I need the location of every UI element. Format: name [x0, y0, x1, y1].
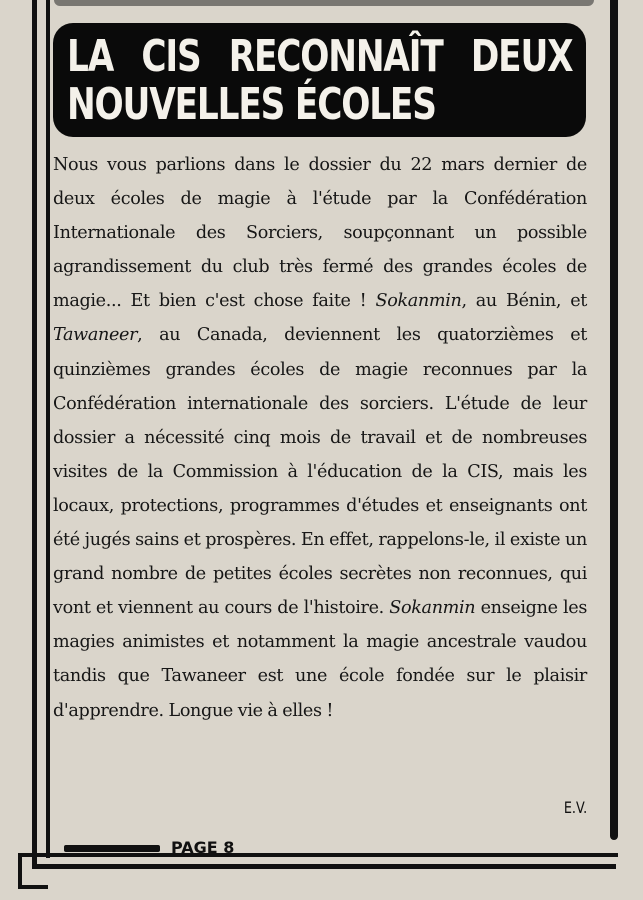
article-text: , au Canada, deviennent les quatorzièmes et quinzièmes grandes écoles de magie reconnues par la Confédération internationale des sorciers. L'étude de leur dossier a nécessité cinq mois de travail et de nombreuses visites de la Commission à l'éducation de la CIS, mais les locaux, protections, programmes d'études et enseignants ont été jugés sains et prospères. En effet, rappelons-le, il existe un grand nombre de petites écoles secrètes non reconnues, qui vont et viennent au cours de l'histoire.	[53, 325, 587, 619]
top-frame-edge	[54, 0, 594, 6]
right-frame-line	[610, 0, 618, 840]
page-number: PAGE 8	[171, 838, 235, 857]
headline: LA CIS RECONNAÎT DEUX NOUVELLES ÉCOLES	[67, 31, 573, 130]
bottom-frame-outer-line	[32, 864, 616, 869]
corner-ornament	[18, 853, 50, 857]
school-name: Sokanmin	[375, 291, 462, 312]
article-text: , au Bénin, et	[461, 291, 587, 312]
left-frame-inner-line	[46, 0, 50, 858]
school-name: Sokanmin	[389, 598, 476, 619]
author-signature: E.V.	[563, 798, 587, 817]
page-marker-bar	[64, 845, 160, 852]
corner-ornament	[18, 853, 22, 889]
corner-ornament	[18, 885, 48, 889]
school-name: Tawaneer	[53, 325, 138, 346]
bottom-frame-inner-line	[46, 853, 618, 857]
article-body	[53, 148, 587, 728]
article-text: enseigne les magies animistes et notamment la magie ancestrale vaudou tandis que Tawaneer est une école fondée sur le plaisir d'apprendre. Longue vie à elles !	[53, 598, 588, 721]
article-text: Nous vous parlions dans le dossier du 22 mars dernier de deux écoles de magie à l'étude par la Confédération Internationale des Sorciers, soupçonnant un possible agrandissement du club très fermé des grandes écoles de magie... Et bien c'est chose faite !	[53, 155, 587, 312]
left-frame-outer-line	[32, 0, 37, 868]
headline-banner	[53, 23, 586, 137]
